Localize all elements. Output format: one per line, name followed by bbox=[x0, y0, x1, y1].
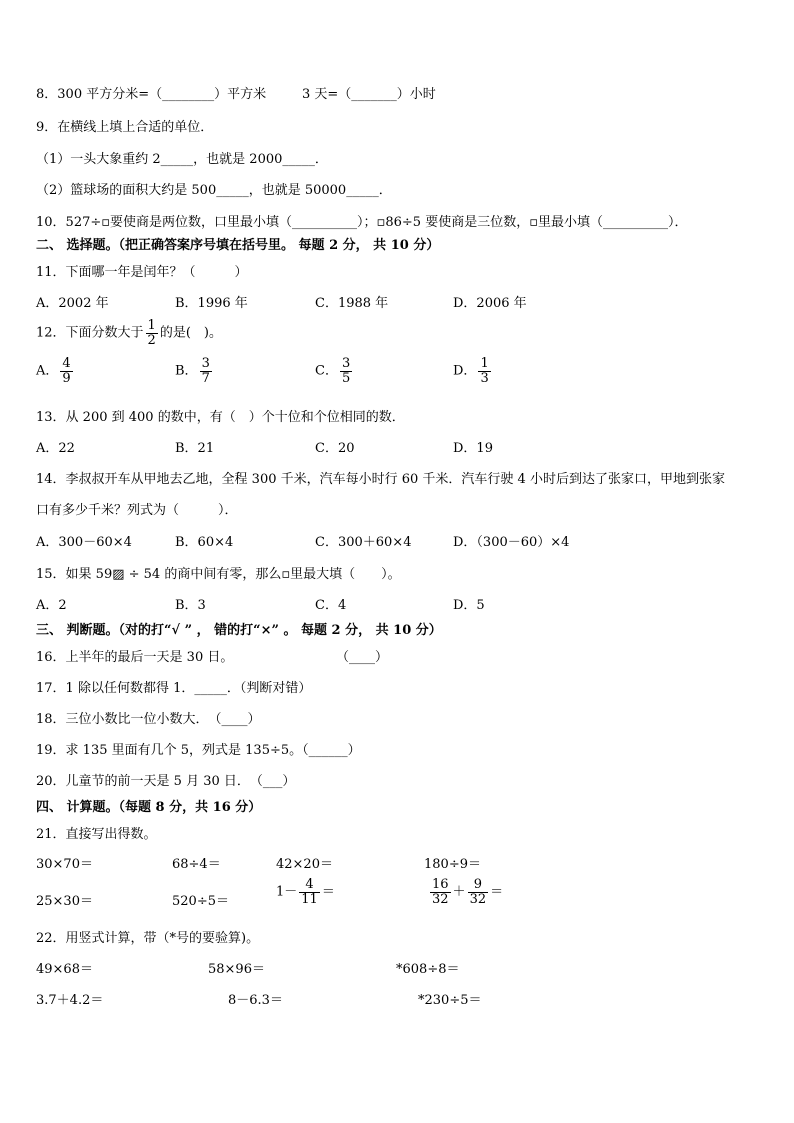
q16-stem: 16．上半年的最后一天是 30 日。 bbox=[36, 650, 234, 665]
option-letter: C． bbox=[315, 363, 338, 379]
q22-stem: 22．用竖式计算，带（*号的要验算)。 bbox=[36, 931, 260, 946]
q21-item-fraction-subtraction bbox=[276, 878, 335, 906]
fraction-numerator: 3 bbox=[341, 356, 351, 371]
fraction-numerator: 1 bbox=[480, 356, 489, 371]
q11-stem: 11．下面哪一年是闰年？（ ） bbox=[36, 265, 248, 280]
fraction-numerator: 3 bbox=[201, 356, 210, 371]
fraction-denominator: 2 bbox=[147, 332, 156, 348]
q22-item: 8－6.3＝ bbox=[228, 993, 283, 1008]
fraction-numerator: 16 bbox=[432, 877, 449, 892]
q11-option-c: C．1988 年 bbox=[315, 296, 389, 311]
q21-item: 520÷5＝ bbox=[172, 894, 229, 909]
fraction-numerator: 1 bbox=[147, 318, 156, 333]
q17: 17．1 除以任何数都得 1．_____．（判断对错） bbox=[36, 681, 312, 696]
fraction-denominator: 11 bbox=[301, 891, 318, 907]
section-2-heading: 二、 选择题。（把正确答案序号填在括号里。 每题 2 分， 共 10 分） bbox=[36, 238, 440, 253]
expression-text: ＝ bbox=[490, 884, 504, 900]
q15-option-a: A．2 bbox=[36, 598, 67, 613]
q12-half-fraction bbox=[146, 319, 158, 347]
q19: 19．求 135 里面有几个 5，列式是 135÷5。（______） bbox=[36, 743, 361, 758]
q12-option-d bbox=[453, 357, 493, 385]
q14-option-c: C．300＋60×4 bbox=[315, 535, 412, 550]
q10: 10．527÷▫要使商是两位数，口里最小填（__________）；▫86÷5 要使商是三位数，▫里最小填（__________）． bbox=[36, 215, 688, 230]
fraction-numerator: 4 bbox=[62, 356, 71, 371]
option-fraction bbox=[200, 357, 212, 385]
q12-stem-pre: 12．下面分数大于 bbox=[36, 325, 144, 341]
q22-item: 3.7＋4.2＝ bbox=[36, 993, 104, 1008]
q13-option-c: C．20 bbox=[315, 441, 355, 456]
q21-item: 30×70＝ bbox=[36, 857, 93, 872]
q13-option-a: A．22 bbox=[36, 441, 75, 456]
option-letter: B． bbox=[175, 363, 198, 379]
expression-text: 1－ bbox=[276, 884, 298, 900]
q20: 20．儿童节的前一天是 5 月 30 日． （___） bbox=[36, 774, 296, 789]
q9-stem: 9．在横线上填上合适的单位． bbox=[36, 120, 214, 135]
q11-option-a: A．2002 年 bbox=[36, 296, 109, 311]
q11-option-d: D．2006 年 bbox=[453, 296, 527, 311]
q14-stem-line1: 14．李叔叔开车从甲地去乙地，全程 300 千米，汽车每小时行 60 千米．汽车行驶 4 小时后到达了张家口，甲地到张家 bbox=[36, 472, 725, 487]
fraction-denominator: 7 bbox=[201, 370, 210, 386]
q21-stem: 21．直接写出得数。 bbox=[36, 827, 157, 842]
q22-item: *608÷8＝ bbox=[396, 962, 460, 977]
q21-item-fraction-addition bbox=[428, 878, 503, 906]
q18: 18．三位小数比一位小数大． （____） bbox=[36, 712, 261, 727]
fraction-denominator: 32 bbox=[432, 891, 449, 907]
expression-text: ＋ bbox=[452, 884, 466, 900]
q22-item: 49×68＝ bbox=[36, 962, 93, 977]
q15-option-b: B．3 bbox=[175, 598, 206, 613]
q9-sub2: （2）篮球场的面积大约是 500_____，也就是 50000_____． bbox=[36, 183, 392, 198]
q21-item: 68÷4＝ bbox=[172, 857, 221, 872]
q21-item: 25×30＝ bbox=[36, 894, 93, 909]
q14-stem-line2: 口有多少千米？列式为（ ）． bbox=[36, 503, 238, 518]
q14-option-a: A．300－60×4 bbox=[36, 535, 132, 550]
option-fraction bbox=[60, 357, 72, 385]
fraction-numerator: 4 bbox=[299, 878, 320, 893]
q12-option-a bbox=[36, 357, 75, 385]
q9-sub1: （1）一头大象重约 2_____，也就是 2000_____． bbox=[36, 152, 328, 167]
fraction-denominator: 3 bbox=[480, 370, 489, 386]
q12-stem bbox=[36, 319, 222, 347]
q16-answer-blank: （____） bbox=[336, 650, 389, 665]
fraction-denominator: 9 bbox=[62, 370, 71, 386]
expression-text: ＝ bbox=[321, 884, 335, 900]
q12-option-b bbox=[175, 357, 214, 385]
q22-item: 58×96＝ bbox=[208, 962, 265, 977]
q22-item: *230÷5＝ bbox=[418, 993, 482, 1008]
fraction-denominator: 32 bbox=[469, 891, 487, 907]
fraction-denominator: 5 bbox=[341, 370, 351, 386]
expression-fraction bbox=[468, 878, 489, 906]
option-fraction bbox=[340, 357, 352, 385]
q15-option-c: C．4 bbox=[315, 598, 347, 613]
fraction-numerator: 9 bbox=[468, 878, 489, 893]
option-fraction bbox=[478, 357, 490, 385]
q11-option-b: B．1996 年 bbox=[175, 296, 248, 311]
q14-option-b: B．60×4 bbox=[175, 535, 234, 550]
q13-stem: 13．从 200 到 400 的数中，有（ ）个十位和个位相同的数． bbox=[36, 410, 405, 425]
q15-stem: 15．如果 59▨ ÷ 54 的商中间有零，那么▫里最大填（ ）。 bbox=[36, 567, 401, 582]
q13-option-b: B．21 bbox=[175, 441, 215, 456]
expression-fraction bbox=[430, 878, 451, 906]
q15-option-d: D．5 bbox=[453, 598, 485, 613]
q21-item: 42×20＝ bbox=[276, 857, 333, 872]
section-4-heading: 四、 计算题。（每题 8 分，共 16 分） bbox=[36, 800, 262, 815]
q14-option-d: D．（300－60）×4 bbox=[453, 535, 570, 550]
section-3-heading: 三、 判断题。（对的打“√ ” ， 错的打“×” 。 每题 2 分， 共 10 分） bbox=[36, 623, 442, 638]
q12-stem-post: 的是( )。 bbox=[159, 325, 222, 341]
q21-item: 180÷9＝ bbox=[424, 857, 481, 872]
option-letter: A． bbox=[36, 363, 59, 379]
q12-option-c bbox=[315, 357, 354, 385]
option-letter: D． bbox=[453, 363, 477, 379]
expression-fraction bbox=[299, 878, 320, 906]
q13-option-d: D．19 bbox=[453, 441, 493, 456]
q8-part-a: 8．300 平方分米=（________）平方米 bbox=[36, 87, 267, 102]
q8-part-b: 3 天=（_______）小时 bbox=[302, 87, 436, 102]
